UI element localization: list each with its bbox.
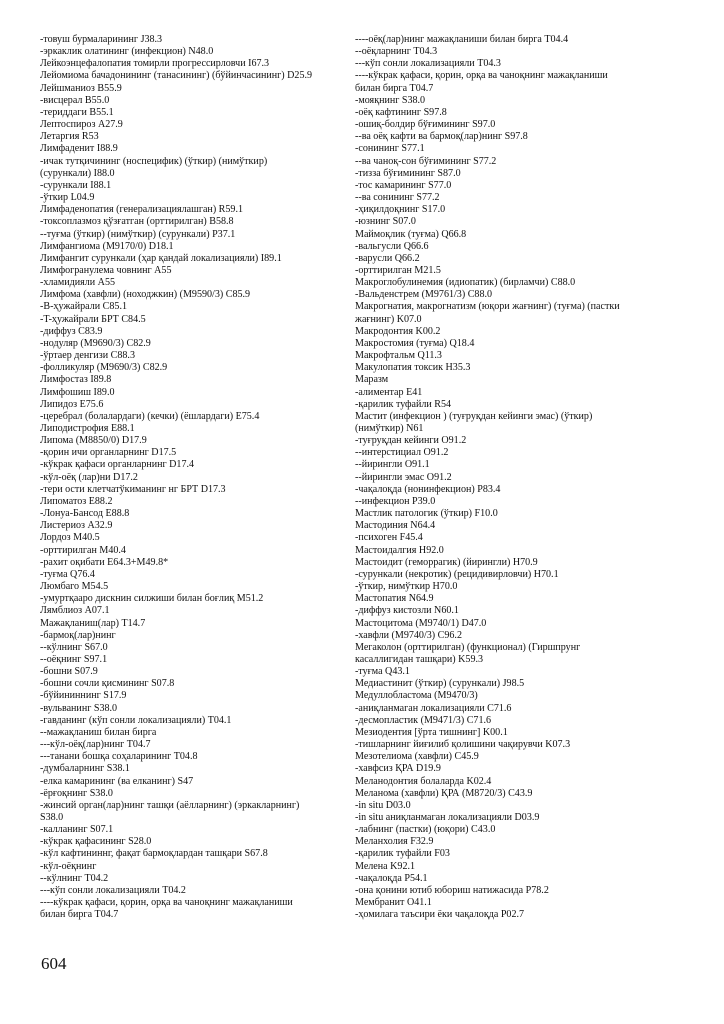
index-entry: -диффуз кистозли N60.1 <box>355 605 459 617</box>
index-entry: ----кўкрак қафаси, қорин, орқа ва чаноқнинг мажақланиши <box>40 897 293 909</box>
index-entry: -тери ости клетчатўкиманинг нг БРТ D17.3 <box>40 483 226 495</box>
index-entry: касаллигидан ташқари) K59.3 <box>355 653 484 665</box>
index-entry: -сурункали I88.1 <box>40 179 112 191</box>
index-entry: -кўл кафтининнг, фақат бармоқлардан ташқари S67.8 <box>40 848 268 860</box>
index-entry: -токсоплазмоз қўзғатган (орттирилган) B58.8 <box>40 216 234 228</box>
index-entry: -бошни S07.9 <box>40 666 98 678</box>
index-entry: -вальгусли Q66.6 <box>355 240 429 252</box>
index-entry: Медуллобластома (M9470/3) <box>355 690 478 702</box>
index-entry: Мастодиния N64.4 <box>355 520 436 532</box>
index-entry: -нодуляр (M9690/3) C82.9 <box>40 337 151 349</box>
index-entry: Лимфангит сурункали (ҳар қандай локализацияли) I89.1 <box>40 252 282 264</box>
index-entry: Маразм <box>355 374 389 386</box>
index-entry: Лимфаденит I88.9 <box>40 143 118 155</box>
index-entry: -кўл-оёқ (лар)ни D17.2 <box>40 471 138 483</box>
index-entry: --оёқнинг S97.1 <box>40 653 108 665</box>
index-entry: Липодистрофия E88.1 <box>40 423 135 434</box>
index-entry: -бўйининнинг S17.9 <box>40 690 127 702</box>
index-entry: -эркаклик олатининг (инфекцион) N48.0 <box>40 46 214 58</box>
index-entry: Лимфогранулема човнинг A55 <box>40 264 172 276</box>
index-entry: --интерстициал O91.2 <box>355 447 449 459</box>
index-entry: -она қонини ютиб юбориш натижасида P78.2 <box>355 884 549 896</box>
index-entry: -T-ҳужайрали БРТ C84.5 <box>40 313 146 325</box>
index-entry: -лабнинг (пастки) (юқори) C43.0 <box>355 824 496 836</box>
right-column <box>355 34 685 921</box>
index-entry: -висцерал B55.0 <box>40 94 110 106</box>
index-entry: --мажақланиш билан бирга <box>40 726 157 738</box>
index-entry: ---танани бошқа соҳаларининг T04.8 <box>40 751 198 763</box>
index-entry: Макрогнатия, макрогнатизм (юқори жағнинг) (туғма) (пастки <box>355 301 620 313</box>
index-entry: жағнинг) K07.0 <box>355 313 422 325</box>
index-entry: Лимфангиома (M9170/0) D18.1 <box>40 240 174 252</box>
left-column <box>40 34 370 921</box>
index-entry: -туғма Q76.4 <box>40 568 95 580</box>
index-entry: -бошни сочли қисмининг S07.8 <box>40 678 175 690</box>
index-entry: -рахит оқибати E64.3+M49.8* <box>40 556 169 568</box>
index-entry: -орттирилган M40.4 <box>40 544 126 556</box>
index-entry: -ҳиқилдоқнинг S17.0 <box>355 204 446 216</box>
index-entry: -Вальденстрем (M9761/3) C88.0 <box>355 289 493 301</box>
index-entry: --кўлнинг T04.2 <box>40 872 109 884</box>
index-entry: -чақалоқда P54.1 <box>355 872 428 884</box>
index-entry: Медиастинит (ўткир) (сурункали) J98.5 <box>355 678 525 690</box>
index-entry: -in situ D03.0 <box>355 799 411 811</box>
index-entry: -вульванинг S38.0 <box>40 702 118 714</box>
index-entry: Лимфостаз I89.8 <box>40 374 112 386</box>
index-entry: Мастлик патологик (ўткир) F10.0 <box>355 508 498 520</box>
index-entry: ---кўп сонли локализацияли T04.2 <box>40 884 186 896</box>
index-entry: Лейомиома бачадонининг (танасининг) (бўйинчасининг) D25.9 <box>40 70 313 82</box>
index-entry: Лейкоэнцефалопатия томирли прогрессирловчи I67.3 <box>40 58 270 70</box>
index-entry: -туғруқдан кейинги O91.2 <box>355 435 467 447</box>
index-entry: Мастоцитома (M9740/1) D47.0 <box>355 617 487 629</box>
index-entry: Меланхолия F32.9 <box>355 836 434 848</box>
index-entry: Лимфома (хавфли) (ноходжкин) (M9590/3) C85.9 <box>40 289 251 301</box>
index-entry: -елка камарининг (ва елканинг) S47 <box>40 775 194 787</box>
index-entry: Макулопатия токсик H35.3 <box>355 362 471 374</box>
index-entry: Мезиодентия [ўрта тишнинг] K00.1 <box>355 726 508 738</box>
index-entry: Липоматоз E88.2 <box>40 495 113 507</box>
index-entry: -орттирилган M21.5 <box>355 264 441 276</box>
index-entry: -хавфли (M9740/3) C96.2 <box>355 629 462 641</box>
index-entry: -туғма Q43.1 <box>355 666 410 678</box>
index-entry: -тизза бўғимининг S87.0 <box>355 167 461 179</box>
index-entry: S38.0 <box>40 812 64 823</box>
index-entry: -психоген F45.4 <box>355 532 423 544</box>
index-entry: Мастоидит (геморрагик) (йирингли) H70.9 <box>355 556 538 568</box>
index-entry: -кўкрак қафаси органларнинг D17.4 <box>40 459 195 471</box>
index-entry: -ҳомилага таъсири ёки чақалоқда P02.7 <box>355 909 525 921</box>
index-entry: ----оёқ(лар)нинг мажақланиши билан бирга T04.4 <box>355 34 569 45</box>
index-entry: Макродонтия K00.2 <box>355 325 441 337</box>
index-entry: -гавданинг (кўп сонли локализацияли) T04.1 <box>40 714 232 726</box>
index-entry: Мембранит O41.1 <box>355 897 432 909</box>
index-entry: Макростомия (туғма) Q18.4 <box>355 337 475 349</box>
index-entry: -тос камарининг S77.0 <box>355 179 452 191</box>
index-entry: -товуш бурмаларининг J38.3 <box>40 34 163 45</box>
index-entry: -сурункали (некротик) (рецидивирловчи) H70.1 <box>355 568 559 580</box>
index-entry: ----кўкрак қафаси, қорин, орқа ва чаноқнинг мажақланиши <box>355 70 608 82</box>
index-entry: -аниқланмаган локализацияли C71.6 <box>355 702 512 714</box>
index-entry: --йирингли O91.1 <box>355 459 430 471</box>
index-entry: -қарилик туфайли R54 <box>355 398 452 410</box>
index-entry: билан бирга T04.7 <box>40 909 119 921</box>
index-entry: -тишларнинг йиғилиб қолишини чақирувчи K07.3 <box>355 739 571 751</box>
index-entry: -чақалоқда (нонинфекцион) P83.4 <box>355 483 501 495</box>
index-entry: Липидоз E75.6 <box>40 398 104 410</box>
index-entry: Меланодонтия болаларда K02.4 <box>355 775 492 787</box>
index-entry: -десмопластик (M9471/3) C71.6 <box>355 714 492 726</box>
index-entry: -ичак тутқичининг (носпецифик) (ўткир) (нимўткир) <box>40 155 268 167</box>
index-entry: -жинсий орган(лар)нинг ташқи (аёлларнинг) (эркакларнинг) <box>40 799 300 811</box>
index-entry: Лимфаденопатия (генерализациялашган) R59.1 <box>40 204 244 216</box>
index-entry: -ошиқ-болдир бўғимининг S97.0 <box>355 119 496 131</box>
index-entry: Мастопатия N64.9 <box>355 593 434 605</box>
index-entry: Лямблиоз A07.1 <box>40 605 110 617</box>
index-entry: -сонининг S77.1 <box>355 143 425 155</box>
index-entry: -алиментар E41 <box>355 386 423 398</box>
index-entry: -умуртқааро дискнин силжиши билан боғлиқ M51.2 <box>40 593 264 605</box>
index-entry: Мастит (инфекцион ) (туғруқдан кейинги эмас) (ўткир) <box>355 410 593 422</box>
index-entry: -мояқнинг S38.0 <box>355 94 426 106</box>
index-entry: Мезотелиома (хавфли) C45.9 <box>355 751 479 763</box>
index-entry: -варусли Q66.2 <box>355 252 420 264</box>
index-entry: Люмбаго M54.5 <box>40 581 109 593</box>
index-entry: -оёқ кафтининг S97.8 <box>355 106 447 118</box>
index-entry: -териддаги B55.1 <box>40 106 114 118</box>
index-entry: (нимўткир) N61 <box>355 423 424 434</box>
index-entry: ---кўп сонли локализацияли T04.3 <box>355 58 501 70</box>
index-entry: --ва оёқ кафти ва бармоқ(лар)нинг S97.8 <box>355 131 528 143</box>
index-entry: ---кўл-оёқ(лар)нинг T04.7 <box>40 739 151 751</box>
index-entry: --инфекцион P39.0 <box>355 495 436 507</box>
index-entry: -хламидияли A55 <box>40 277 116 289</box>
index-entry: --кўлнинг S67.0 <box>40 641 108 653</box>
index-entry: Мастоидалгия H92.0 <box>355 544 444 556</box>
index-entry: Лептоспироз A27.9 <box>40 119 123 131</box>
index-entry: --ва чаноқ-сон бўғимининг S77.2 <box>355 155 497 167</box>
index-entry: -B-ҳужайрали C85.1 <box>40 301 127 313</box>
index-entry: -кўл-оёқнинг <box>40 860 97 872</box>
index-entry: Меланома (хавфли) ҚРА (M8720/3) C43.9 <box>355 787 533 799</box>
index-entry: Макрофтальм Q11.3 <box>355 350 442 362</box>
index-entry: -ёрғоқнинг S38.0 <box>40 787 113 799</box>
index-entry: Мажақланиш(лар) T14.7 <box>40 617 146 629</box>
index-entry: --туғма (ўткир) (нимўткир) (сурункали) P37.1 <box>40 228 236 240</box>
index-entry: Макроглобулинемия (идиопатик) (бирламчи) C88.0 <box>355 277 576 289</box>
index-entry: -диффуз C83.9 <box>40 325 103 337</box>
index-entry: -қарилик туфайли F03 <box>355 848 450 860</box>
index-entry: -қорин ичи органларнинг D17.5 <box>40 447 177 459</box>
index-entry: Лейшманиоз B55.9 <box>40 82 122 94</box>
index-entry: --оёқларнинг T04.3 <box>355 46 438 58</box>
index-entry: --ва сонининг S77.2 <box>355 192 440 204</box>
index-entry: -ўткир L04.9 <box>40 192 95 204</box>
index-entry: Маймоқлик (туғма) Q66.8 <box>355 228 467 240</box>
index-entry: -думбаларнинг S38.1 <box>40 763 130 775</box>
index-entry: (сурункали) I88.0 <box>40 167 115 179</box>
index-entry: -кўкрак қафасининг S28.0 <box>40 836 152 848</box>
index-entry: билан бирга T04.7 <box>355 82 434 94</box>
index-entry: -Лонуа-Бансод E88.8 <box>40 508 130 520</box>
index-entry: -церебрал (болалардаги) (кечки) (ёшлардаги) E75.4 <box>40 410 260 422</box>
index-entry: Лордоз M40.5 <box>40 532 100 544</box>
index-entry: Летаргия R53 <box>40 131 99 143</box>
index-entry: Липома (M8850/0) D17.9 <box>40 435 147 447</box>
index-entry: -хавфсиз ҚРА D19.9 <box>355 763 441 775</box>
index-entry: Мегаколон (орттирилган) (функционал) (Гиршпрунг <box>355 641 581 653</box>
index-entry: -юзнинг S07.0 <box>355 216 416 228</box>
index-entry: -in situ аниқланмаган локализацияли D03.9 <box>355 812 540 823</box>
page-number: 604 <box>41 954 67 973</box>
index-entry: Листериоз A32.9 <box>40 520 113 532</box>
index-entry: -калланинг S07.1 <box>40 824 114 836</box>
index-entry: Мелена K92.1 <box>355 860 416 872</box>
index-entry: -ўткир, нимўткир H70.0 <box>355 581 458 593</box>
index-entry: Лимфошиш I89.0 <box>40 386 115 398</box>
index-entry: -бармоқ(лар)нинг <box>40 629 116 641</box>
index-entry: -фолликуляр (M9690/3) C82.9 <box>40 362 168 374</box>
index-entry: --йирингли эмас O91.2 <box>355 471 452 483</box>
index-entry: -ўртаер денгизи C88.3 <box>40 350 135 362</box>
